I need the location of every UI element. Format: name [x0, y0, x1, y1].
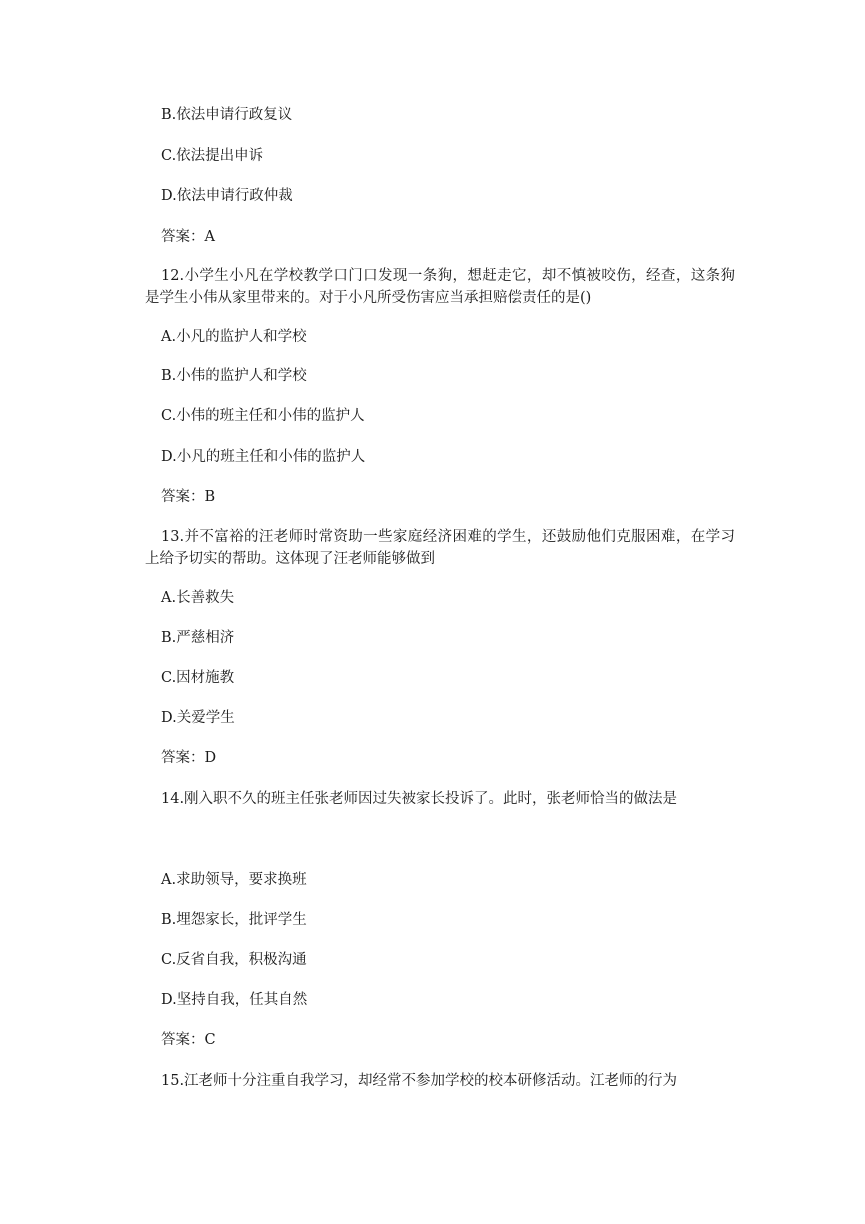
- q12-option-b: B.小伟的监护人和学校: [161, 368, 307, 384]
- q13-option-b: B.严慈相济: [161, 630, 235, 646]
- q13-option-c: C.因材施教: [161, 670, 235, 686]
- q12-option-c: C.小伟的班主任和小伟的监护人: [161, 408, 365, 424]
- q12-stem: 12.小学生小凡在学校教学口门口发现一条狗，想赶走它，却不慎被咬伤，经查，这条狗是学生小伟从家里带来的。对于小凡所受伤害应当承担赔偿责任的是(): [145, 268, 735, 306]
- q11-answer: 答案：A: [161, 229, 215, 245]
- q13-option-a: A.长善救失: [161, 590, 235, 606]
- q11-option-b: B.依法申请行政复议: [161, 107, 293, 123]
- q12-answer: 答案：B: [161, 489, 216, 505]
- q15-stem: 15.江老师十分注重自我学习，却经常不参加学校的校本研修活动。江老师的行为: [161, 1073, 678, 1089]
- q14-option-b: B.埋怨家长，批评学生: [161, 912, 307, 928]
- q14-option-d: D.坚持自我，任其自然: [161, 992, 308, 1008]
- q13-option-d: D.关爱学生: [161, 710, 235, 726]
- q14-option-c: C.反省自我，积极沟通: [161, 952, 307, 968]
- q14-stem: 14.刚入职不久的班主任张老师因过失被家长投诉了。此时，张老师恰当的做法是: [161, 791, 678, 807]
- q11-option-d: D.依法申请行政仲裁: [161, 188, 293, 204]
- q13-answer: 答案：D: [161, 750, 217, 766]
- q14-option-a: A.求助领导，要求换班: [161, 872, 307, 888]
- q13-stem: 13.并不富裕的汪老师时常资助一些家庭经济困难的学生，还鼓励他们克服困难，在学习上给予切实的帮助。这体现了汪老师能够做到: [145, 529, 735, 567]
- q12-option-d: D.小凡的班主任和小伟的监护人: [161, 449, 366, 465]
- q12-option-a: A.小凡的监护人和学校: [161, 329, 307, 345]
- q14-answer: 答案：C: [161, 1032, 216, 1048]
- q11-option-c: C.依法提出申诉: [161, 148, 264, 164]
